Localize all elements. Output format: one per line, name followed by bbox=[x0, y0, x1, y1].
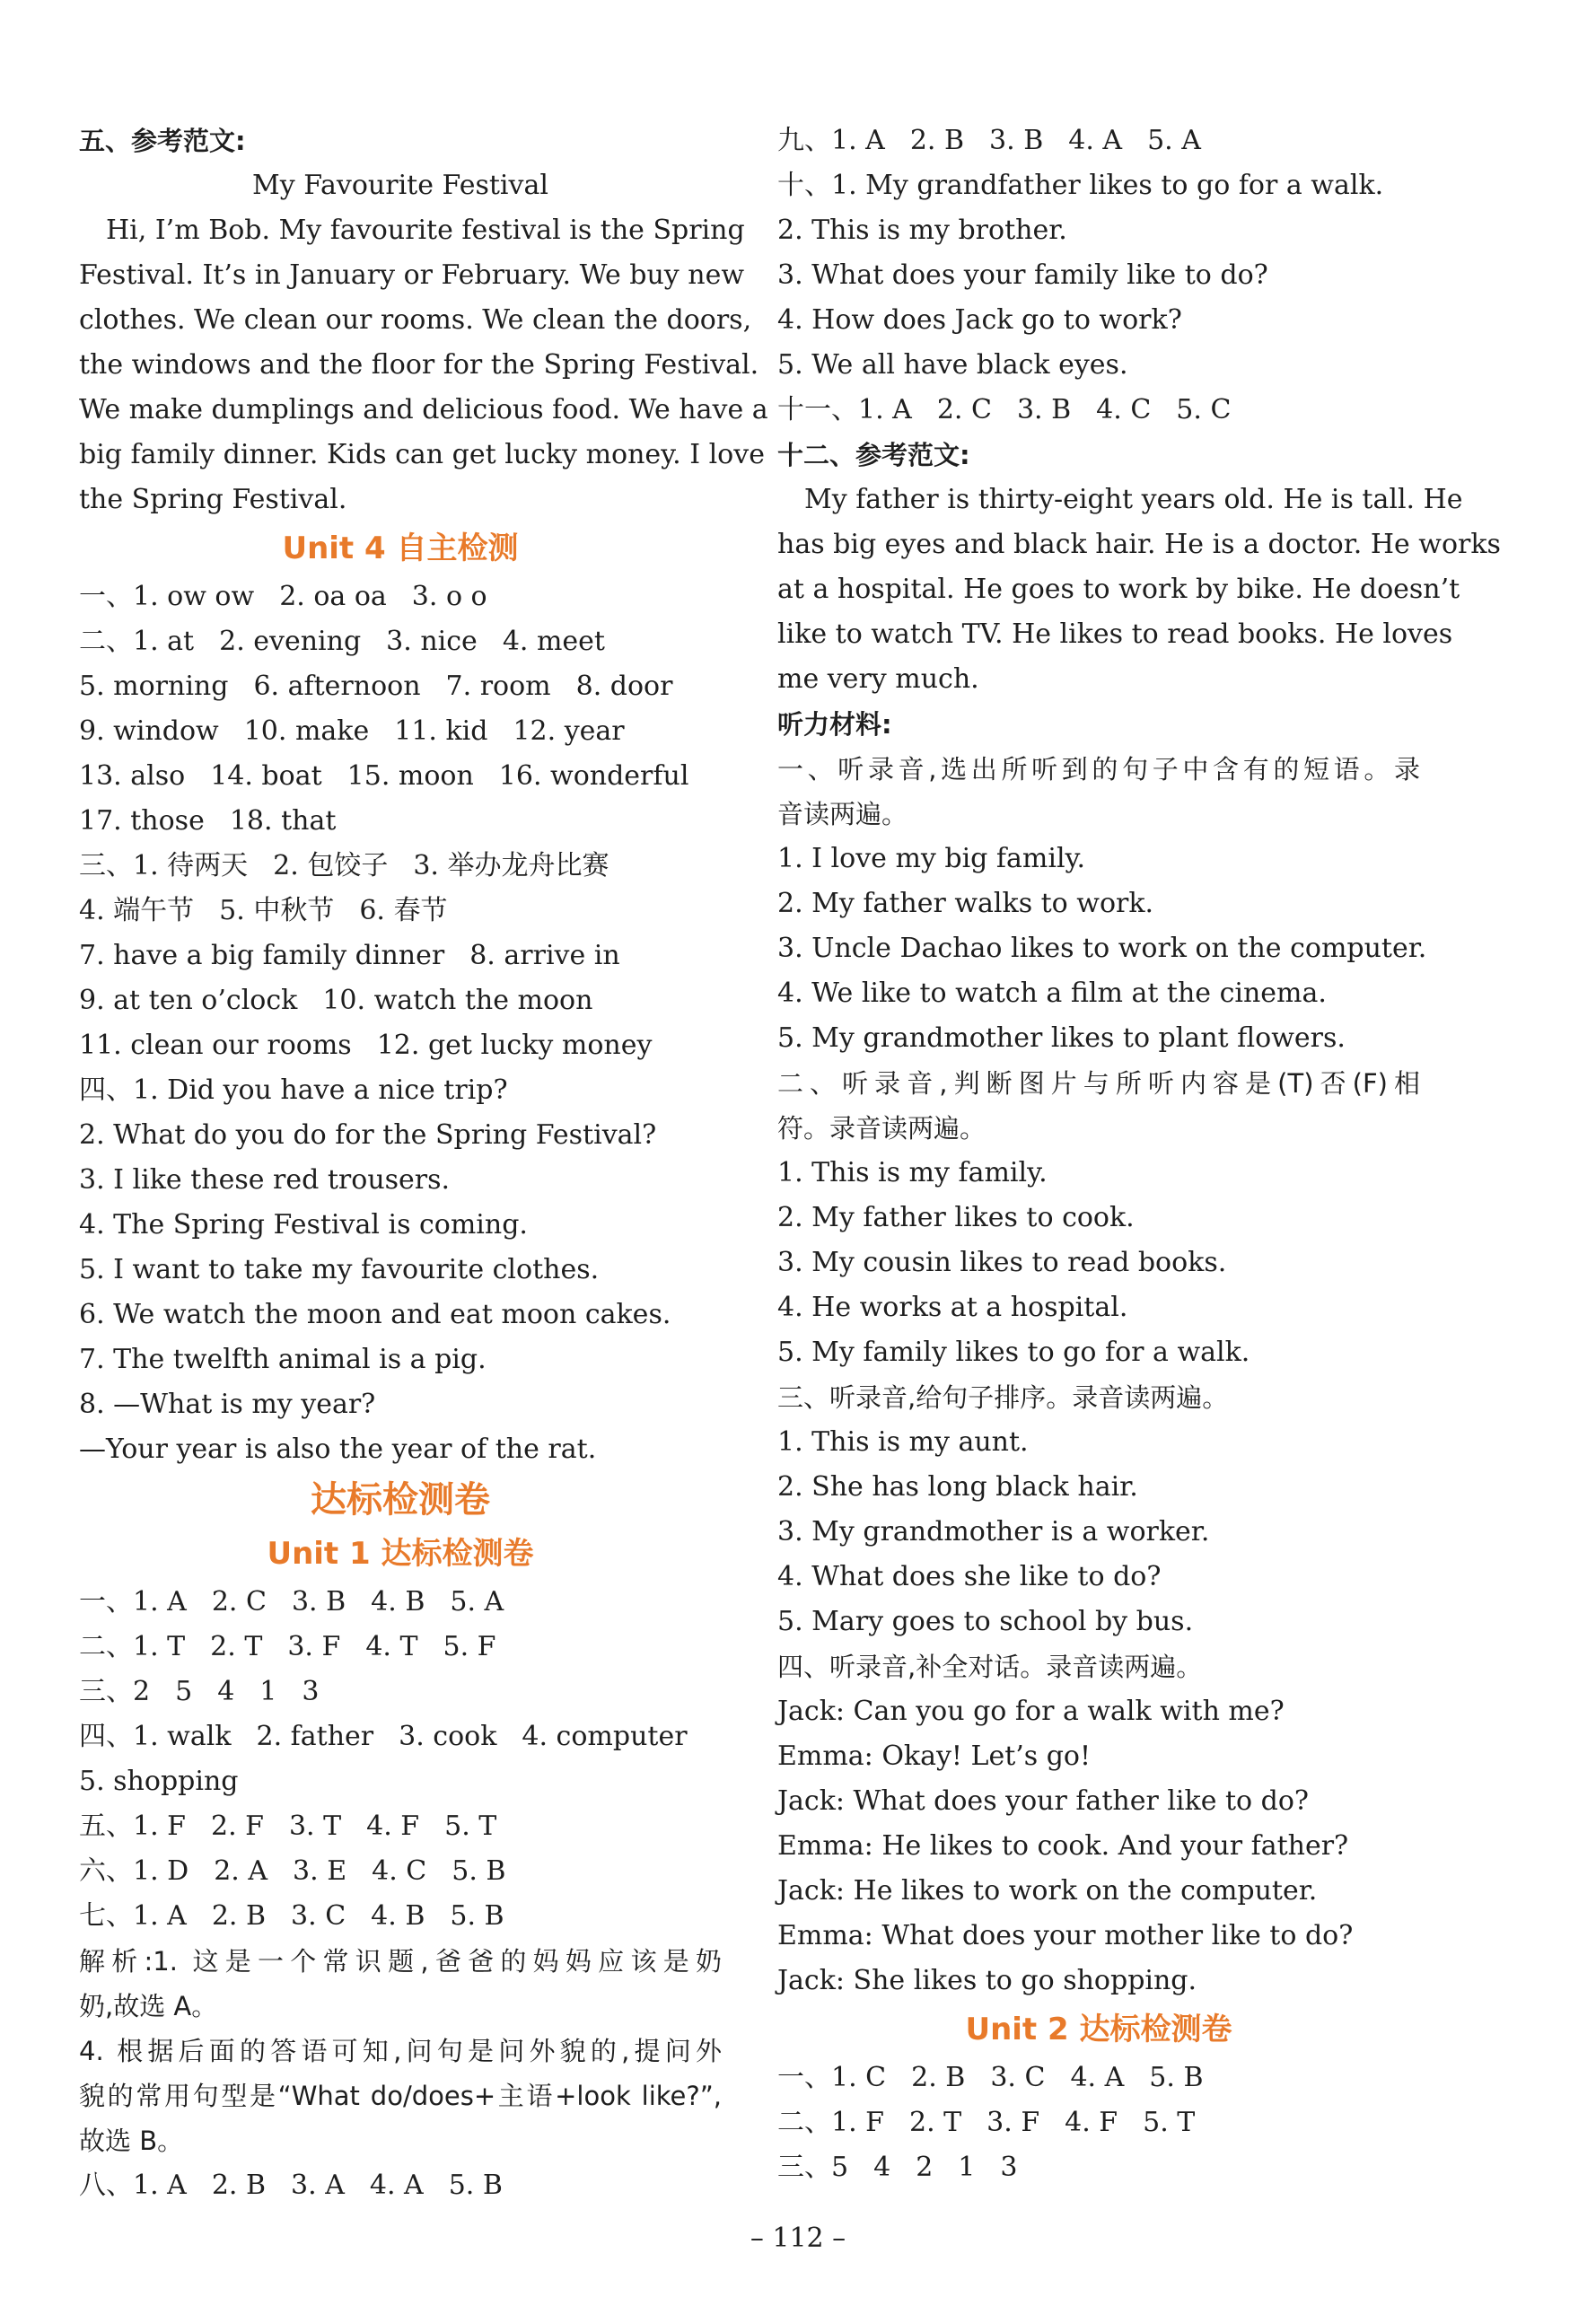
answer-item: 3 bbox=[302, 1676, 320, 1707]
answer-line bbox=[79, 754, 722, 799]
text-line: 4. What does she like to do? bbox=[777, 1561, 1162, 1592]
answer-item: 3. C bbox=[291, 1900, 346, 1932]
answer-line bbox=[777, 388, 1420, 433]
answer-line bbox=[79, 934, 722, 978]
answer-line bbox=[777, 2056, 1420, 2100]
answer-item: 4. A bbox=[1068, 125, 1123, 156]
answer-item: 2. F bbox=[210, 1810, 264, 1842]
answer-item: 4. C bbox=[372, 1855, 427, 1887]
answer-item: 2. oa oa bbox=[279, 581, 387, 612]
answer-line bbox=[777, 118, 1420, 163]
left-column bbox=[79, 118, 768, 2208]
answer-item: 三、5 bbox=[777, 2152, 849, 2183]
answer-item: 6. afternoon bbox=[253, 671, 421, 702]
text-line: big family dinner. Kids can get lucky money. I love bbox=[79, 439, 765, 470]
answer-item: 14. boat bbox=[210, 760, 322, 792]
text-line: 5. shopping bbox=[79, 1766, 239, 1797]
text-line: 解析:1. 这是一个常识题,爸爸的妈妈应该是奶 bbox=[79, 1946, 722, 1977]
answer-item: 4. B bbox=[371, 1900, 425, 1932]
answer-line bbox=[79, 1670, 722, 1714]
text-line: 一、听录音,选出所听到的句子中含有的短语。录 bbox=[777, 754, 1420, 785]
answer-item: 3. E bbox=[293, 1855, 347, 1887]
answer-item: 1 bbox=[958, 2152, 976, 2183]
answer-item: 2 bbox=[916, 2152, 934, 2183]
answer-item: 三、1. 待两天 bbox=[79, 850, 249, 881]
text-line: My Favourite Festival bbox=[252, 170, 548, 201]
answer-line bbox=[79, 1714, 722, 1759]
text-line: 4. The Spring Festival is coming. bbox=[79, 1209, 528, 1241]
answer-item: 3. cook bbox=[399, 1721, 497, 1752]
answer-item: 2. T bbox=[210, 1631, 263, 1662]
text-line: 二、听录音,判断图片与所听内容是(T)否(F)相 bbox=[777, 1068, 1420, 1099]
text-line: 2. What do you do for the Spring Festival? bbox=[79, 1119, 657, 1151]
answer-item: 7. room bbox=[445, 671, 551, 702]
answer-item: 2. B bbox=[911, 2062, 966, 2093]
answer-item: 1 bbox=[259, 1676, 277, 1707]
answer-item: 5. B bbox=[448, 2170, 503, 2201]
text-line: We make dumplings and delicious food. We have a bbox=[79, 394, 768, 425]
text-line: 3. I like these red trousers. bbox=[79, 1164, 451, 1196]
section-heading: Unit 2 达标检测卷 bbox=[965, 2012, 1232, 2047]
text-line: 故选 B。 bbox=[79, 2126, 184, 2156]
text-line: 5. We all have black eyes. bbox=[777, 349, 1128, 381]
answer-item: 8. door bbox=[575, 671, 673, 702]
answer-item: 8. arrive in bbox=[469, 940, 620, 971]
text-line: Emma: Okay! Let’s go! bbox=[777, 1740, 1092, 1772]
text-line: Jack: Can you go for a walk with me? bbox=[777, 1696, 1285, 1727]
answer-item: 一、1. A bbox=[79, 1586, 187, 1618]
text-line: 4. How does Jack go to work? bbox=[777, 304, 1182, 336]
text-line: 5. My family likes to go for a walk. bbox=[777, 1337, 1250, 1368]
answer-item: 3 bbox=[1000, 2152, 1018, 2183]
text-line: 四、听录音,补全对话。录音读两遍。 bbox=[777, 1652, 1203, 1682]
answer-item: 4. A bbox=[369, 2170, 424, 2201]
text-line: 2. She has long black hair. bbox=[777, 1471, 1138, 1503]
answer-item: 5. morning bbox=[79, 671, 229, 702]
text-line: Jack: He likes to work on the computer. bbox=[777, 1875, 1318, 1907]
answer-item: 12. year bbox=[513, 715, 625, 747]
answer-item: 16. wonderful bbox=[498, 760, 689, 792]
answer-item: 5. T bbox=[444, 1810, 497, 1842]
answer-item: 3. B bbox=[1016, 394, 1072, 425]
answer-item: 5. B bbox=[450, 1900, 504, 1932]
text-line: the windows and the floor for the Spring Festival. bbox=[79, 349, 759, 381]
answer-item: 2. C bbox=[936, 394, 992, 425]
answer-item: 2. C bbox=[211, 1586, 267, 1618]
answer-item: 11. kid bbox=[394, 715, 488, 747]
answer-item: 11. clean our rooms bbox=[79, 1030, 352, 1061]
text-line: 十二、参考范文: bbox=[777, 440, 970, 470]
answer-item: 9. window bbox=[79, 715, 219, 747]
text-line: Emma: What does your mother like to do? bbox=[777, 1920, 1354, 1951]
answer-item: 5. C bbox=[1176, 394, 1232, 425]
text-line: 五、参考范文: bbox=[79, 126, 246, 156]
answer-item: 5. A bbox=[450, 1586, 504, 1618]
answer-line bbox=[79, 1580, 722, 1625]
answer-item: 3. B bbox=[291, 1586, 346, 1618]
text-line: My father is thirty-eight years old. He is tall. He bbox=[804, 484, 1463, 515]
text-line: 1. I love my big family. bbox=[777, 843, 1086, 874]
answer-item: 3. F bbox=[987, 2107, 1040, 2138]
answer-item: 3. C bbox=[990, 2062, 1046, 2093]
text-line: Hi, I’m Bob. My favourite festival is the Spring bbox=[106, 215, 745, 246]
answer-line bbox=[79, 619, 722, 664]
text-line: 4. We like to watch a film at the cinema. bbox=[777, 978, 1327, 1009]
text-line: 3. What does your family like to do? bbox=[777, 259, 1268, 291]
answer-line bbox=[79, 844, 722, 889]
answer-item: 9. at ten o’clock bbox=[79, 985, 298, 1016]
text-line: 8. —What is my year? bbox=[79, 1389, 376, 1420]
answer-item: 一、1. ow ow bbox=[79, 581, 255, 612]
answer-item: 十一、1. A bbox=[777, 394, 912, 425]
answer-line bbox=[79, 664, 722, 709]
answer-item: 5. T bbox=[1143, 2107, 1196, 2138]
answer-item: 2. B bbox=[909, 125, 965, 156]
text-line: 2. My father walks to work. bbox=[777, 888, 1154, 919]
answer-item: 4 bbox=[217, 1676, 235, 1707]
text-line: Jack: What does your father like to do? bbox=[777, 1785, 1309, 1817]
text-line: 3. Uncle Dachao likes to work on the computer. bbox=[777, 933, 1427, 964]
section-heading: Unit 4 自主检测 bbox=[282, 530, 519, 566]
answer-item: 5. A bbox=[1147, 125, 1201, 156]
text-line: the Spring Festival. bbox=[79, 484, 347, 515]
answer-line bbox=[79, 1625, 722, 1670]
answer-item: 3. o o bbox=[411, 581, 487, 612]
answer-item: 4. computer bbox=[522, 1721, 688, 1752]
answer-line bbox=[79, 1023, 722, 1068]
answer-item: 3. F bbox=[287, 1631, 341, 1662]
text-line: Emma: He likes to cook. And your father? bbox=[777, 1830, 1349, 1862]
text-line: 十、1. My grandfather likes to go for a walk. bbox=[777, 170, 1384, 201]
section-heading: Unit 1 达标检测卷 bbox=[267, 1536, 534, 1572]
section-heading: 达标检测卷 bbox=[311, 1479, 490, 1521]
answer-item: 4. C bbox=[1096, 394, 1152, 425]
answer-item: 3. 举办龙舟比赛 bbox=[413, 850, 609, 881]
answer-item: 4. meet bbox=[502, 626, 605, 657]
answer-item: 4. A bbox=[1070, 2062, 1125, 2093]
text-line: 5. Mary goes to school by bus. bbox=[777, 1606, 1194, 1637]
text-line: 3. My cousin likes to read books. bbox=[777, 1247, 1227, 1278]
text-line: —Your year is also the year of the rat. bbox=[79, 1433, 597, 1465]
answer-line bbox=[79, 889, 722, 934]
text-line: 2. My father likes to cook. bbox=[777, 1202, 1135, 1233]
answer-item: 2. father bbox=[256, 1721, 374, 1752]
answer-item: 6. 春节 bbox=[359, 895, 448, 926]
answer-item: 二、1. T bbox=[79, 1631, 186, 1662]
page-number: – 112 – bbox=[750, 2222, 846, 2254]
answer-item: 5. F bbox=[443, 1631, 496, 1662]
answer-item: 3. B bbox=[989, 125, 1044, 156]
answer-item: 三、2 bbox=[79, 1676, 151, 1707]
answer-item: 5. B bbox=[1149, 2062, 1204, 2093]
text-line: 符。录音读两遍。 bbox=[777, 1113, 987, 1144]
text-line: 2. This is my brother. bbox=[777, 215, 1067, 246]
answer-item: 六、1. D bbox=[79, 1855, 189, 1887]
text-line: 3. My grandmother is a worker. bbox=[777, 1516, 1210, 1547]
answer-item: 5. B bbox=[452, 1855, 506, 1887]
text-line: 4. He works at a hospital. bbox=[777, 1292, 1128, 1323]
answer-item: 二、1. at bbox=[79, 626, 195, 657]
answer-item: 3. A bbox=[291, 2170, 345, 2201]
answer-item: 4. F bbox=[366, 1810, 420, 1842]
answer-item: 3. nice bbox=[386, 626, 478, 657]
text-line: 5. I want to take my favourite clothes. bbox=[79, 1254, 600, 1285]
answer-line bbox=[777, 2100, 1420, 2145]
answer-line bbox=[777, 2145, 1420, 2190]
answer-item: 八、1. A bbox=[79, 2170, 187, 2201]
text-line: 6. We watch the moon and eat moon cakes. bbox=[79, 1299, 671, 1330]
answer-item: 2. A bbox=[214, 1855, 268, 1887]
right-column bbox=[777, 118, 1501, 2190]
answer-line bbox=[79, 1894, 722, 1939]
text-line: 音读两遍。 bbox=[777, 799, 908, 829]
text-line: 貌的常用句型是“What do/does+主语+look like?”, bbox=[79, 2081, 722, 2111]
answer-item: 12. get lucky money bbox=[376, 1030, 653, 1061]
answer-item: 九、1. A bbox=[777, 125, 885, 156]
answer-item: 7. have a big family dinner bbox=[79, 940, 445, 971]
answer-line bbox=[79, 978, 722, 1023]
answer-item: 17. those bbox=[79, 805, 205, 837]
answer-item: 2. 包饺子 bbox=[273, 850, 389, 881]
answer-line bbox=[79, 799, 722, 844]
answer-item: 10. watch the moon bbox=[322, 985, 593, 1016]
text-line: 奶,故选 A。 bbox=[79, 1991, 218, 2021]
answer-line bbox=[79, 1849, 722, 1894]
answer-item: 5 bbox=[175, 1676, 193, 1707]
text-line: Jack: She likes to go shopping. bbox=[777, 1965, 1197, 1996]
answer-item: 13. also bbox=[79, 760, 186, 792]
text-line: like to watch TV. He likes to read books. He loves bbox=[777, 618, 1453, 650]
text-line: 5. My grandmother likes to plant flowers. bbox=[777, 1022, 1346, 1054]
answer-item: 10. make bbox=[243, 715, 370, 747]
answer-item: 4. T bbox=[365, 1631, 418, 1662]
text-line: 三、听录音,给句子排序。录音读两遍。 bbox=[777, 1382, 1229, 1413]
text-line: 4. 根据后面的答语可知,问句是问外貌的,提问外 bbox=[79, 2036, 722, 2066]
text-line: me very much. bbox=[777, 663, 979, 695]
text-line: clothes. We clean our rooms. We clean the doors, bbox=[79, 304, 752, 336]
answer-item: 15. moon bbox=[346, 760, 474, 792]
answer-item: 七、1. A bbox=[79, 1900, 187, 1932]
answer-item: 18. that bbox=[229, 805, 337, 837]
answer-line bbox=[79, 709, 722, 754]
answer-item: 4. B bbox=[371, 1586, 425, 1618]
answer-item: 4 bbox=[873, 2152, 891, 2183]
answer-line bbox=[79, 574, 722, 619]
text-line: at a hospital. He goes to work by bike. He doesn’t bbox=[777, 574, 1460, 605]
answer-line bbox=[79, 1804, 722, 1849]
text-line: 1. This is my aunt. bbox=[777, 1426, 1029, 1458]
answer-item: 2. B bbox=[211, 2170, 267, 2201]
text-line: 7. The twelfth animal is a pig. bbox=[79, 1344, 487, 1375]
text-line: 四、1. Did you have a nice trip? bbox=[79, 1074, 508, 1106]
answer-item: 5. 中秋节 bbox=[219, 895, 335, 926]
answer-line bbox=[79, 2163, 722, 2208]
answer-item: 3. T bbox=[288, 1810, 342, 1842]
text-line: 1. This is my family. bbox=[777, 1157, 1048, 1188]
answer-item: 2. T bbox=[908, 2107, 962, 2138]
answer-item: 二、1. F bbox=[777, 2107, 884, 2138]
text-line: Festival. It’s in January or February. We buy new bbox=[79, 259, 745, 291]
answer-item: 2. B bbox=[211, 1900, 267, 1932]
answer-item: 4. 端午节 bbox=[79, 895, 195, 926]
answer-item: 四、1. walk bbox=[79, 1721, 232, 1752]
answer-item: 一、1. C bbox=[777, 2062, 887, 2093]
answer-item: 五、1. F bbox=[79, 1810, 186, 1842]
text-line: has big eyes and black hair. He is a doctor. He works bbox=[777, 529, 1501, 560]
text-line: 听力材料: bbox=[777, 709, 892, 740]
answer-item: 4. F bbox=[1065, 2107, 1118, 2138]
answer-item: 2. evening bbox=[219, 626, 362, 657]
